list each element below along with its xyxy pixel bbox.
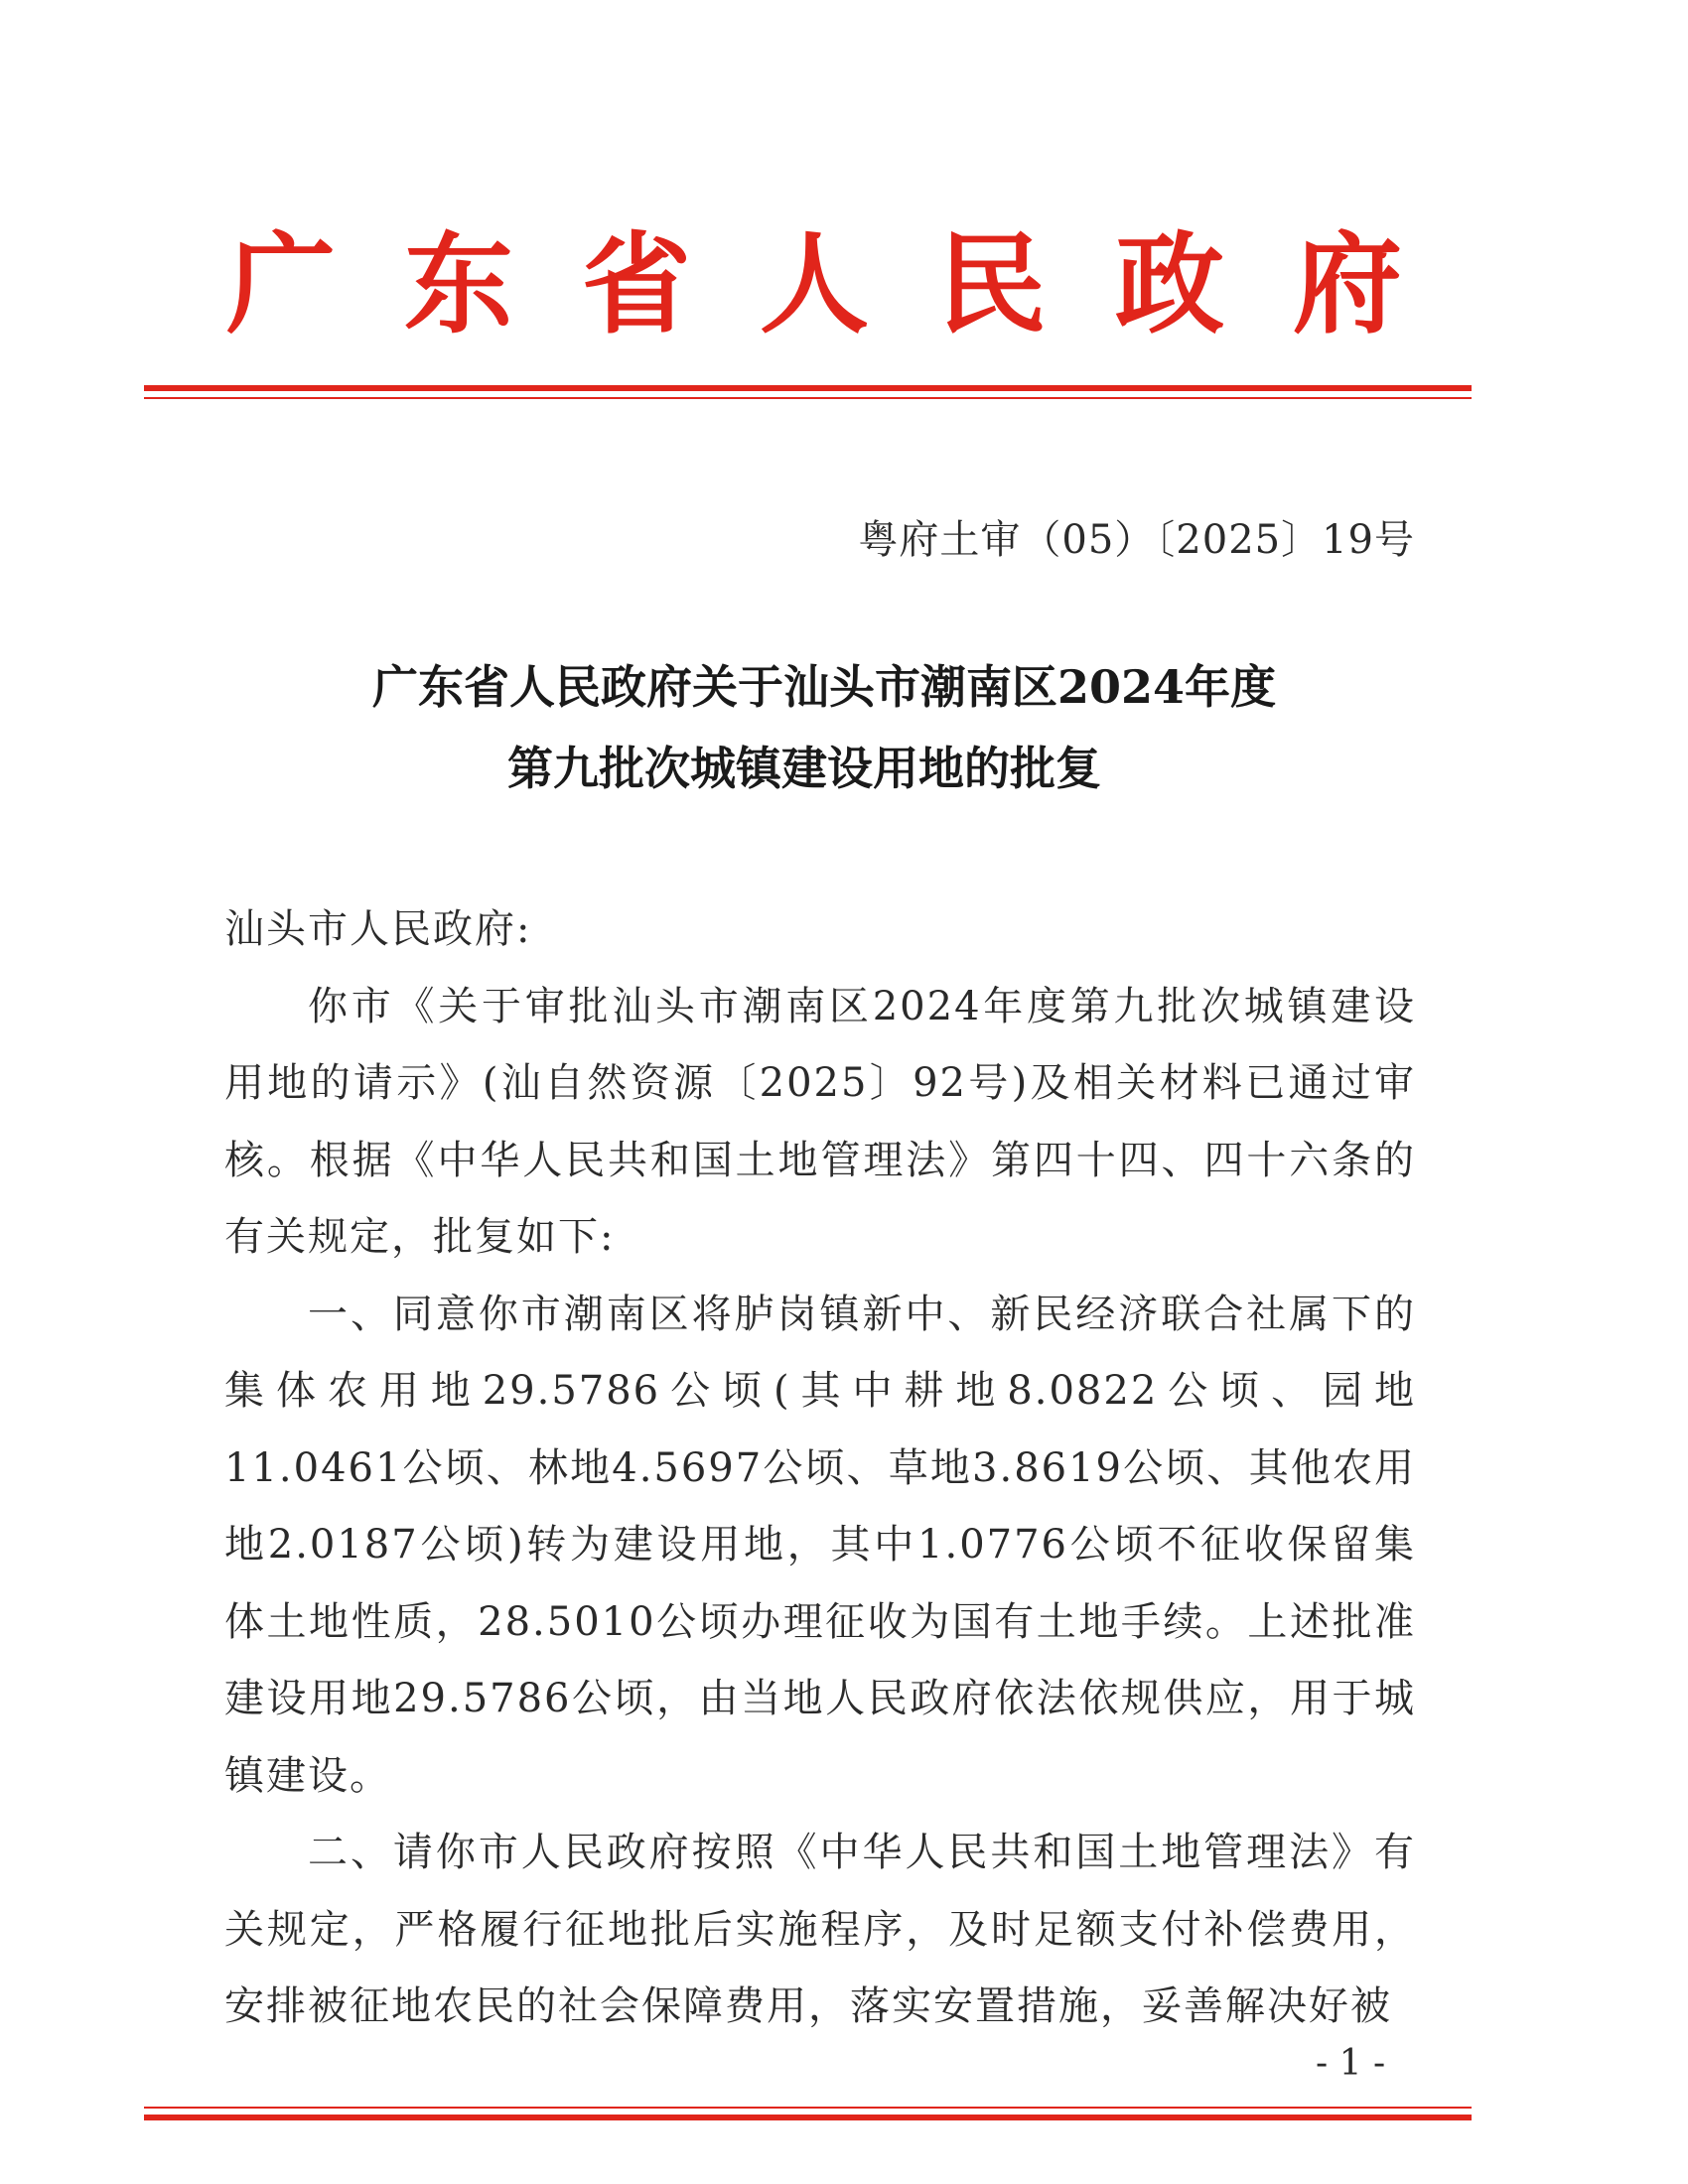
paragraph-1: 你市《关于审批汕头市潮南区2024年度第九批次城镇建设用地的请示》(汕自然资源〔2025〕92号)及相关材料已通过审核。根据《中华人民共和国土地管理法》第四十四、四十六条的有关规定，批复如下: bbox=[224, 983, 1416, 1260]
header-divider-thick bbox=[144, 385, 1472, 391]
salutation: 汕头市人民政府: bbox=[224, 906, 532, 952]
footer-divider-thick bbox=[144, 2115, 1472, 2120]
masthead-char: 东 bbox=[404, 220, 513, 348]
footer-divider-thin bbox=[144, 2107, 1472, 2109]
header-divider-thin bbox=[144, 397, 1472, 399]
paragraph-3: 二、请你市人民政府按照《中华人民共和国土地管理法》有关规定，严格履行征地批后实施程序，及时足额支付补偿费用，安排被征地农民的社会保障费用，落实安置措施，妥善解决好被 bbox=[224, 1830, 1416, 2029]
paragraph-2: 一、同意你市潮南区将胪岗镇新中、新民经济联合社属下的集体农用地29.5786公顷(其中耕地8.0822公顷、园地11.0461公顷、林地4.5697公顷、草地3.8619公顷、其他农用地2.0187公顷)转为建设用地，其中1.0776公顷不征收保留集体土地性质，28.5010公顷办理征收为国有土地手续。上述批准建设用地29.5786公顷，由当地人民政府依法依规供应，用于城镇建设。 bbox=[224, 1291, 1416, 1799]
masthead-char: 人 bbox=[760, 220, 869, 348]
masthead-char: 民 bbox=[937, 220, 1047, 348]
document-number: 粤府土审（05）〔2025〕19号 bbox=[858, 517, 1415, 563]
page-number: - 1 - bbox=[1316, 2043, 1386, 2084]
document-body bbox=[224, 891, 1416, 2046]
masthead-char: 广 bbox=[226, 220, 336, 348]
masthead-char: 府 bbox=[1293, 220, 1402, 348]
masthead-title bbox=[226, 220, 1402, 349]
document-title-line-2: 第九批次城镇建设用地的批复 bbox=[507, 742, 1101, 795]
document-title-line-1: 广东省人民政府关于汕头市潮南区2024年度 bbox=[371, 660, 1277, 714]
masthead-char: 政 bbox=[1115, 220, 1224, 348]
masthead-char: 省 bbox=[582, 220, 691, 348]
